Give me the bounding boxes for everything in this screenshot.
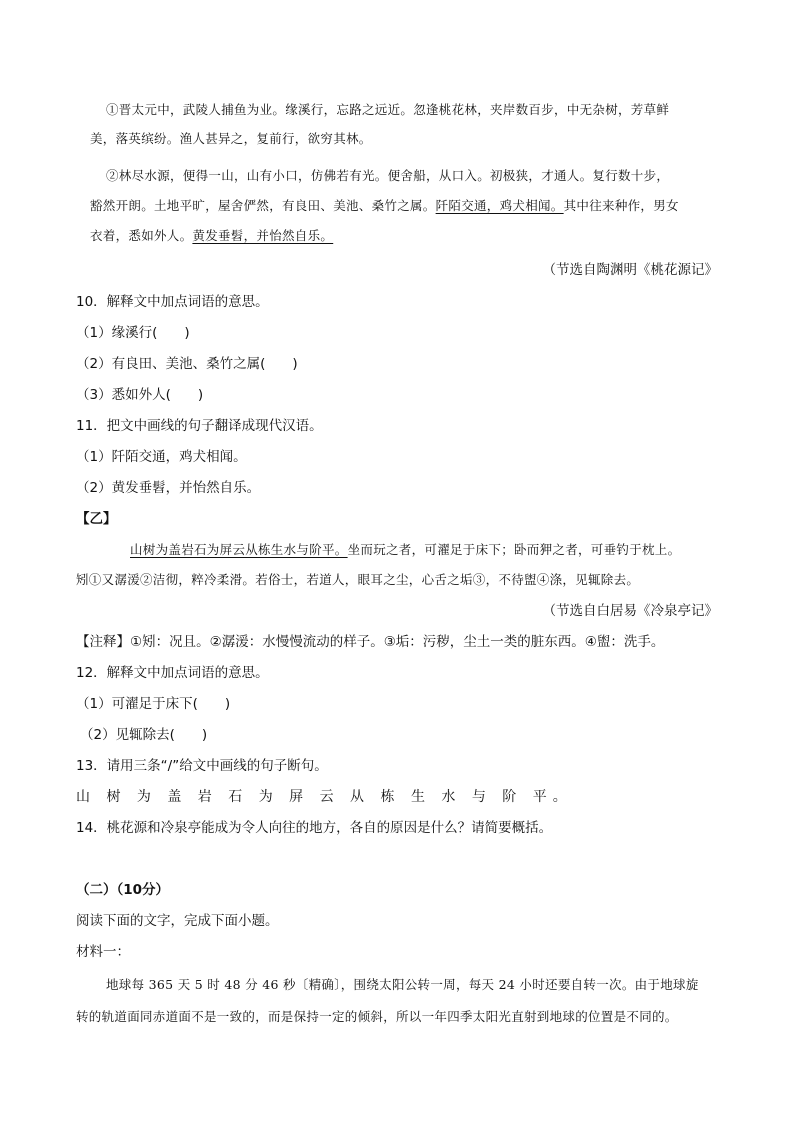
- question-10-3: （3）悉如外人( ): [76, 387, 204, 403]
- passage-jia-p2-line1: ②林尽水源，便得一山，山有小口，仿佛若有光。便舍船，从口入。初极狭，才通人。复行数十步，: [106, 168, 670, 183]
- question-13-sentence: 山 树 为 盖 岩 石 为 屏 云 从 栋 生 水 与 阶 平。: [76, 789, 573, 805]
- passage-yi-line1: [130, 540, 680, 560]
- question-12: 12．解释文中加点词语的意思。: [76, 665, 269, 681]
- question-11: 11．把文中画线的句子翻译成现代汉语。: [76, 418, 323, 434]
- passage-jia-p2-line2-text: 豁然开朗。土地平旷，屋舍俨然，有良田、美池、桑竹之属。: [90, 198, 436, 213]
- question-11-1: （1）阡陌交通，鸡犬相闻。: [76, 449, 247, 465]
- question-12-2: （2）见辄除去( ): [80, 727, 208, 743]
- source-lengquanting: （节选自白居易《冷泉亭记》: [542, 603, 718, 619]
- material-one-line2: 转的轨道面同赤道面不是一致的，而是保持一定的倾斜，所以一年四季太阳光直射到地球的位置是不同的。: [76, 1009, 678, 1024]
- annotation-note: 【注释】①矧：况且。②潺湲：水慢慢流动的样子。③垢：污秽，尘土一类的脏东西。④盥：洗手。: [76, 634, 665, 650]
- section-two-instruction: 阅读下面的文字，完成下面小题。: [76, 913, 279, 929]
- passage-jia-p2-line2: [90, 196, 679, 216]
- material-one-line1: 地球每 365 天 5 时 48 分 46 秒〔精确〕，围绕太阳公转一周，每天 24 小时还要自转一次。由于地球旋: [106, 977, 699, 992]
- underlined-sentence-3: 山树为盖岩石为屏云从栋生水与阶平。: [130, 542, 348, 557]
- question-10-1: （1）缘溪行( ): [76, 325, 190, 341]
- source-taohuayuan: （节选自陶渊明《桃花源记》: [542, 262, 718, 278]
- section-two-heading: （二）（10分）: [76, 882, 170, 898]
- passage-jia-p2-line3-text: 衣着，悉如外人。: [90, 228, 193, 243]
- passage-jia-p2-line3: [90, 226, 333, 246]
- question-13: 13．请用三条“/”给文中画线的句子断句。: [76, 758, 328, 774]
- passage-jia-p1-line1: ①晋太元中，武陵人捕鱼为业。缘溪行，忘路之远近。忽逢桃花林，夹岸数百步，中无杂树，芳草鲜: [106, 102, 670, 117]
- underlined-sentence-1: 阡陌交通，鸡犬相闻。: [435, 198, 564, 213]
- material-one-label: 材料一：: [76, 944, 130, 960]
- passage-jia-p2-line2-tail: 其中往来种作，男女: [563, 198, 679, 213]
- passage-jia-p1-line2: 美，落英缤纷。渔人甚异之，复前行，欲穷其林。: [90, 131, 372, 146]
- passage-yi-line2: 矧①又潺湲②洁彻，粹冷柔滑。若俗士，若道人，眼耳之尘，心舌之垢③，不待盥④涤，见辄除去。: [76, 572, 640, 587]
- question-10: 10．解释文中加点词语的意思。: [76, 294, 269, 310]
- question-11-2: （2）黄发垂髫，并怡然自乐。: [76, 480, 261, 496]
- passage-yi-line1-tail: 坐而玩之者，可濯足于床下；卧而狎之者，可垂钓于枕上。: [347, 542, 681, 557]
- passage-yi-heading: 【乙】: [76, 511, 117, 527]
- question-14: 14．桃花源和冷泉亭能成为令人向往的地方，各自的原因是什么？请简要概括。: [76, 820, 553, 836]
- question-12-1: （1）可濯足于床下( ): [76, 696, 231, 712]
- question-10-2: （2）有良田、美池、桑竹之属( ): [76, 356, 298, 372]
- underlined-sentence-2: 黄发垂髫，并怡然自乐。: [192, 228, 334, 243]
